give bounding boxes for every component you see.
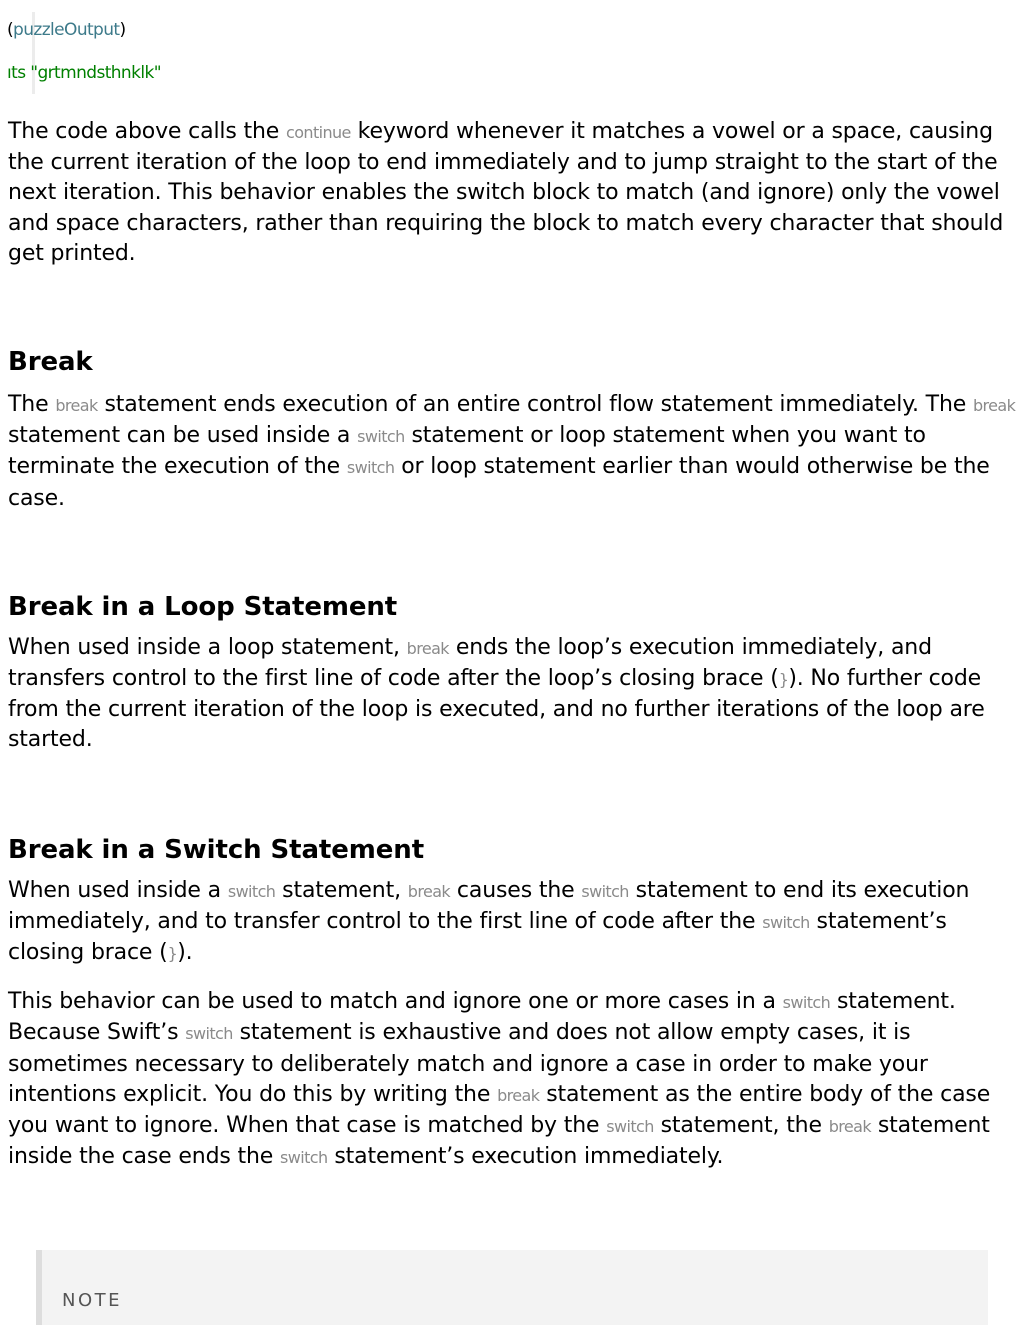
break-switch-paragraph-2: This behavior can be used to match and ignore one or more cases in a switch statement. Because Swift’s switch statement is exhaustive and does not allow empty cases, it is sometimes necessary to deliberately match and ignore a case in order to make your intentions explicit. You do this by writing the break statement as the entire body of the case you want to ignore. When that case is matched by the switch statement, the break statement inside the case ends the switch statement’s execution immediately. [8, 989, 991, 1170]
inline-code: switch [782, 993, 831, 1013]
inline-code: break [828, 1117, 872, 1137]
article-content [8, 117, 1018, 1185]
intro-paragraph: The code above calls the continue keyword whenever it matches a vowel or a space, causing the current iteration of the loop to end immediately and to jump straight to the start of the next iteration. This behavior enables the switch block to match (and ignore) only the vowel and space characters, rather than requiring the block to match every character that should get printed. [8, 119, 1004, 266]
note-title: NOTE [62, 1290, 123, 1311]
inline-code: break [972, 396, 1016, 416]
inline-code: switch [227, 881, 276, 901]
inline-code: switch [606, 1117, 654, 1137]
inline-code: break [406, 638, 449, 658]
inline-code: break [407, 881, 451, 901]
heading-break: Break [8, 347, 93, 378]
break-paragraph: The break statement ends execution of an entire control flow statement immediately. The break statement can be used inside a switch statement or loop statement when you want to terminate the execution of the switch or loop statement earlier than would otherwise be the case. [8, 392, 1016, 511]
inline-code: switch [581, 881, 629, 901]
inline-code: } [167, 944, 178, 964]
inline-code: switch [280, 1148, 328, 1168]
inline-code: continue [286, 123, 351, 142]
note-callout [36, 1250, 988, 1325]
code-paren-open: ( [7, 20, 14, 40]
inline-code: switch [762, 912, 810, 932]
code-identifier: puzzleOutput [13, 20, 120, 40]
code-line-1 [7, 20, 126, 40]
code-listing [0, 12, 1024, 94]
inline-code: } [778, 670, 789, 690]
inline-code: break [497, 1085, 540, 1105]
inline-code: break [55, 396, 98, 416]
inline-code: switch [185, 1024, 233, 1044]
heading-break-in-loop: Break in a Loop Statement [8, 591, 398, 622]
break-loop-paragraph: When used inside a loop statement, break ends the loop’s execution immediately, and transfers control to the first line of code after the loop’s closing brace (}). No further code from the current iteration of the loop is executed, and no further iterations of the loop are started. [8, 634, 985, 753]
inline-code: switch [357, 427, 405, 447]
inline-code: switch [346, 458, 395, 478]
break-switch-paragraph-1: When used inside a switch statement, break causes the switch statement to end its execution immediately, and to transfer control to the first line of code after the switch statement’s closing brace (}). [8, 877, 970, 966]
code-line-2: ıts "grtmndsthnklk" [7, 63, 161, 83]
code-paren-close: ) [119, 20, 126, 40]
heading-break-in-switch: Break in a Switch Statement [8, 834, 425, 865]
